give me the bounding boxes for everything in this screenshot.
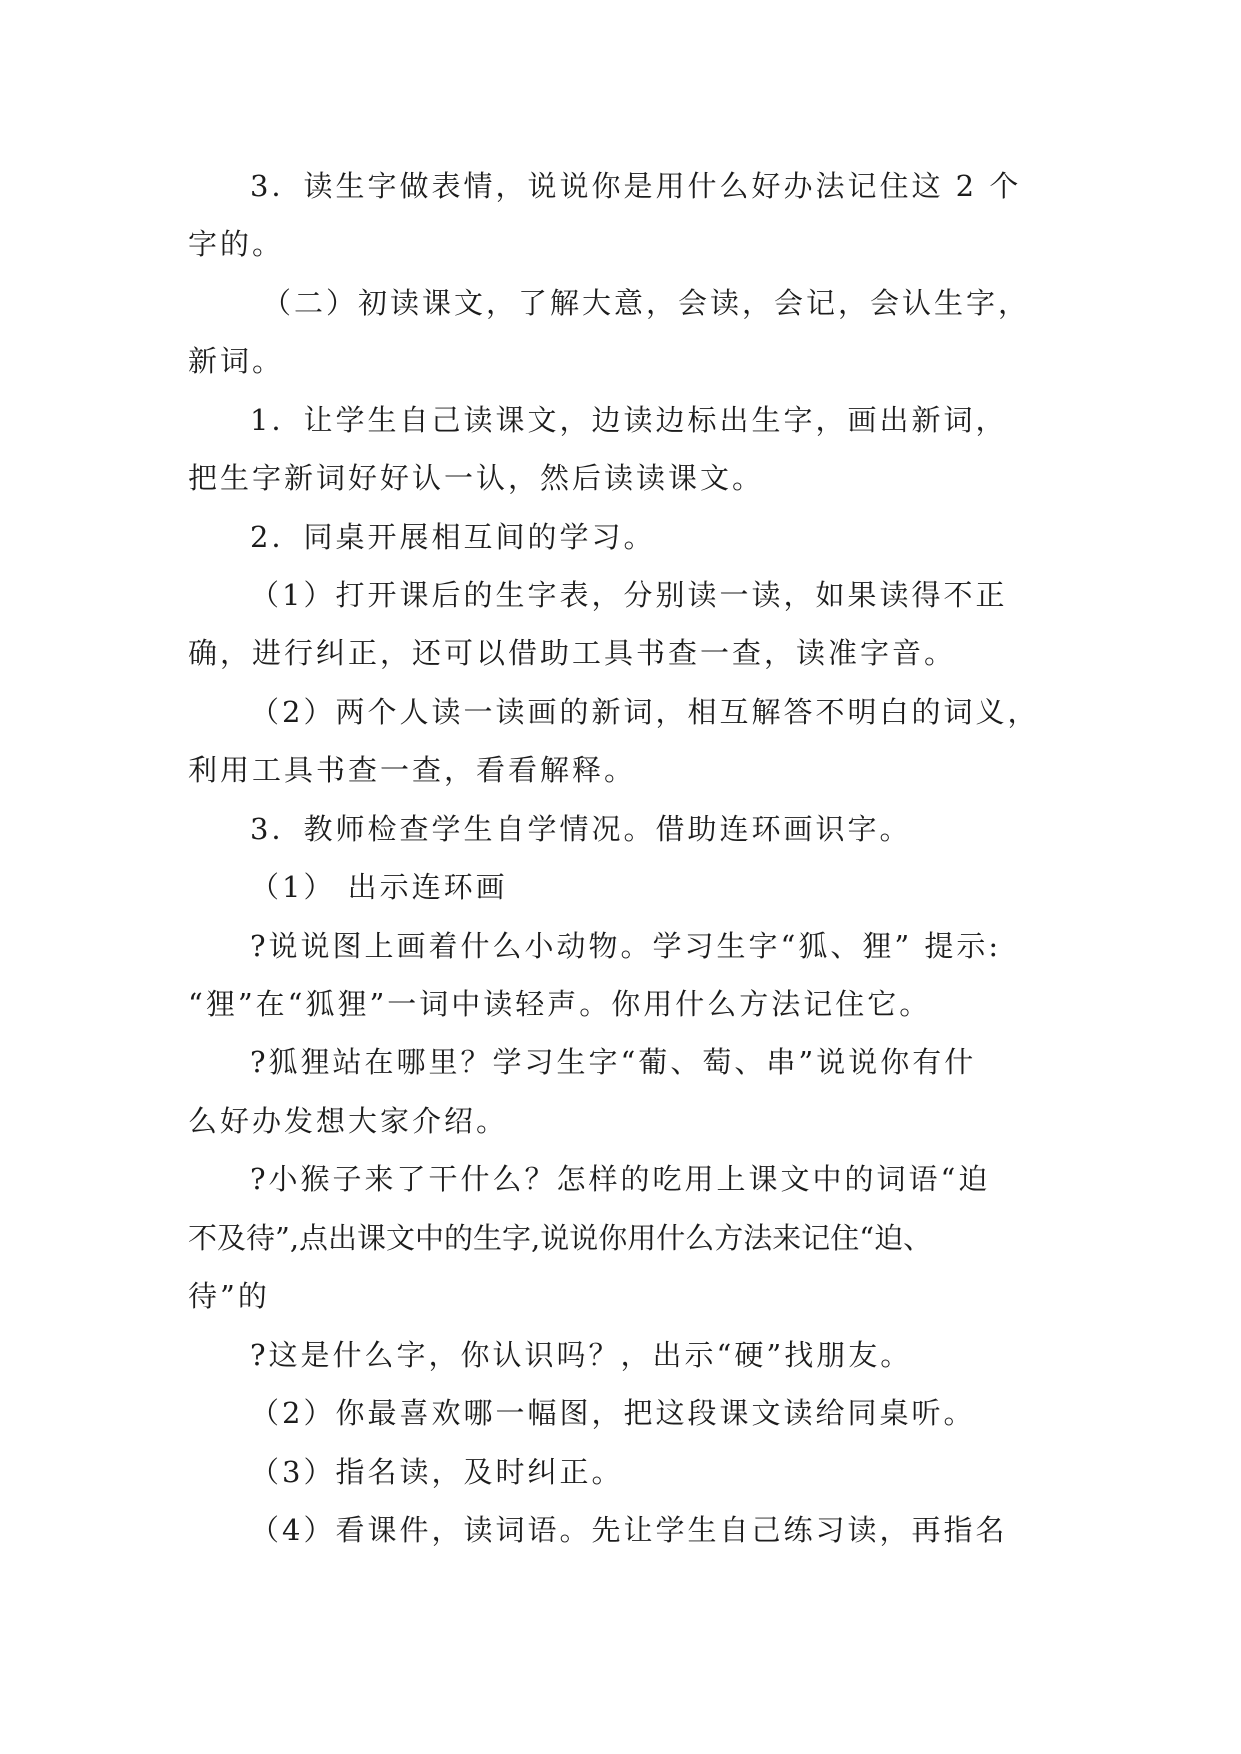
text-line: （2）两个人读一读画的新词，相互解答不明白的词义，: [250, 695, 1040, 729]
text-line: “狸”在“狐狸”一词中读轻声。你用什么方法记住它。: [188, 987, 932, 1021]
text-line: ?狐狸站在哪里？学习生字“葡、萄、串”说说你有什: [250, 1045, 977, 1079]
text-line: （2）你最喜欢哪一幅图，把这段课文读给同桌听。: [250, 1396, 976, 1430]
text-line: 把生字新词好好认一认，然后读读课文。: [188, 461, 765, 495]
text-line: 确，进行纠正，还可以借助工具书查一查，读准字音。: [188, 636, 957, 670]
text-line: ?这是什么字，你认识吗？，出示“硬”找朋友。: [250, 1338, 913, 1372]
text-line: 2．同桌开展相互间的学习。: [250, 520, 656, 554]
text-line: （4）看课件，读词语。先让学生自己练习读，再指名: [250, 1513, 1008, 1547]
text-line: 待”的: [188, 1279, 270, 1313]
text-line: （1）打开课后的生字表，分别读一读，如果读得不正: [250, 578, 1008, 612]
text-line: （3）指名读，及时纠正。: [250, 1455, 624, 1489]
text-line: 3．教师检查学生自学情况。借助连环画识字。: [250, 812, 912, 846]
text-line: （1） 出示连环画: [250, 870, 508, 904]
text-line: ?说说图上画着什么小动物。学习生字“狐、狸” 提示:: [250, 929, 1002, 963]
text-line: 字的。: [188, 227, 285, 261]
text-line: 么好办发想大家介绍。: [188, 1104, 509, 1138]
text-line: 新词。: [188, 344, 285, 378]
text-line: （二）初读课文，了解大意，会读，会记，会认生字，: [262, 286, 1031, 320]
text-line: 不及待”,点出课文中的生字,说说你用什么方法来记住“迫、: [188, 1221, 933, 1255]
text-line: 3．读生字做表情，说说你是用什么好办法记住这 2 个: [250, 169, 1022, 203]
text-line: 利用工具书查一查，看看解释。: [188, 753, 637, 787]
text-line: 1．让学生自己读课文，边读边标出生字，画出新词，: [250, 403, 1008, 437]
text-line: ?小猴子来了干什么？怎样的吃用上课文中的词语“迫: [250, 1162, 991, 1196]
